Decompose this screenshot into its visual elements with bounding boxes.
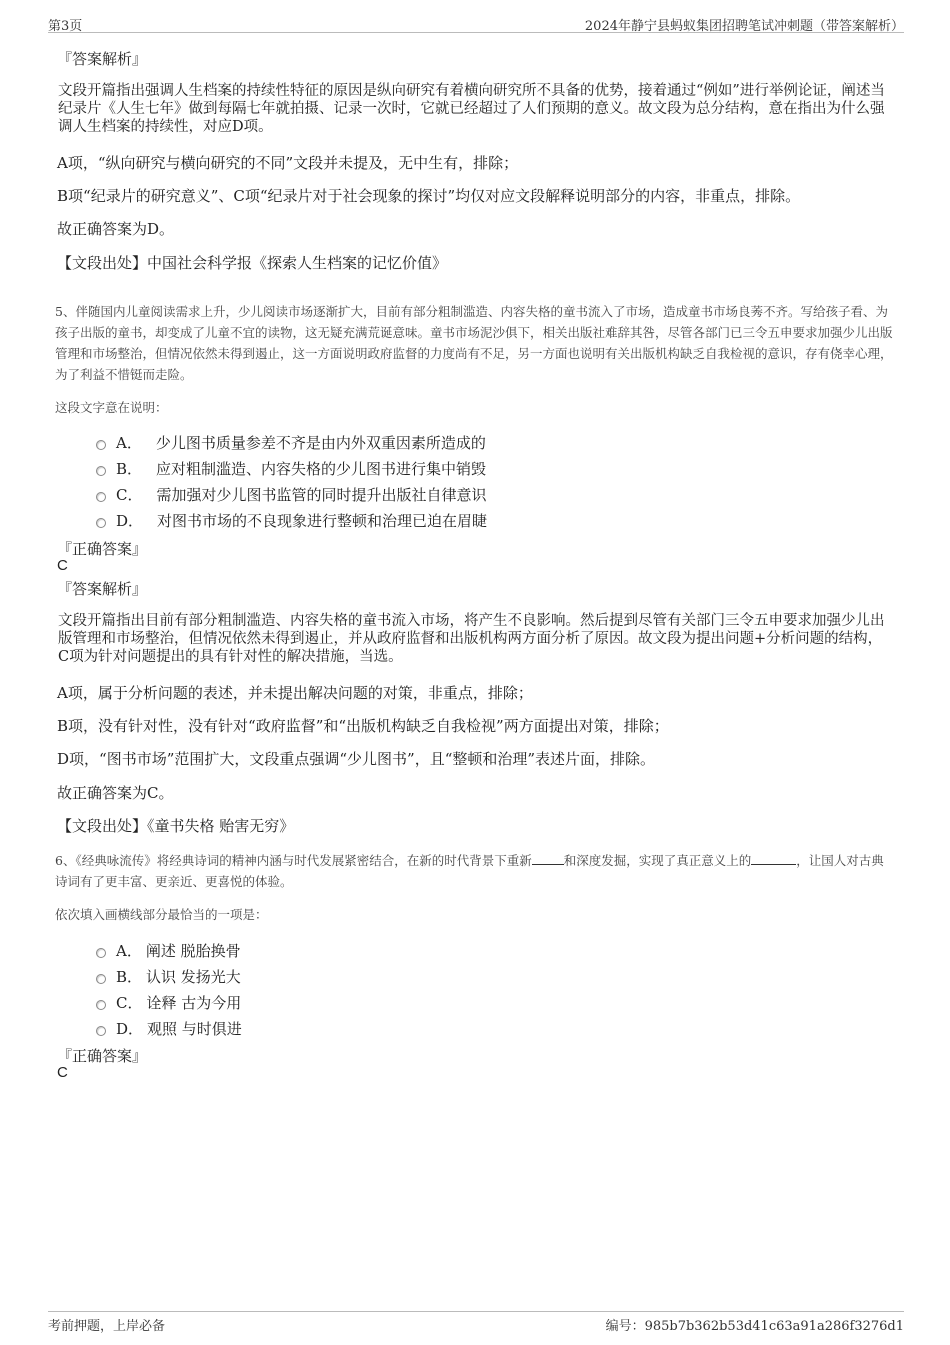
page-footer [48, 1311, 904, 1335]
question-6-stem: 6、《经典咏流传》将经典诗词的精神内涵与时代发展紧密结合，在新的时代背景下重新 和深度发掘，实现了真正意义上的 ，让国人对古典诗词有了更丰富、更亲近、更喜悦的体验。 [55, 853, 884, 889]
analysis-line-bc: B项“纪录片的研究意义”、C项“纪录片对于社会现象的探讨”均仅对应文段解释说明部分的内容，非重点，排除。 [57, 187, 801, 205]
question-5-prompt: 这段文字意在说明： [55, 400, 168, 415]
analysis-line-a: A项，“纵向研究与横向研究的不同”文段并未提及，无中生有，排除； [57, 154, 519, 172]
radio-icon[interactable] [96, 948, 106, 958]
question-6-option-a[interactable]: A． 阐述 脱胎换骨 [96, 940, 241, 961]
fill-blank-2[interactable] [751, 851, 796, 865]
page-header [48, 15, 904, 33]
radio-icon[interactable] [96, 518, 106, 528]
analysis-conclusion: 故正确答案为D。 [57, 220, 175, 238]
source-note: 【文段出处】《童书失格 贻害无穷》 [57, 817, 295, 835]
question-5-option-b[interactable]: B． 应对粗制滥造、内容失格的少儿图书进行集中销毁 [96, 458, 486, 479]
radio-icon[interactable] [96, 1000, 106, 1010]
analysis-conclusion: 故正确答案为C。 [57, 784, 174, 802]
question-5-option-c[interactable]: C． 需加强对少儿图书监管的同时提升出版社自律意识 [96, 484, 487, 505]
question-5-stem: 5、伴随国内儿童阅读需求上升，少儿阅读市场逐渐扩大，目前有部分粗制滥造、内容失格的童书流入了市场，造成童书市场良莠不齐。写给孩子看、为孩子出版的童书，却变成了儿童不宜的读物，这无疑充满荒诞意味。童书市场泥沙俱下，相关出版社难辞其咎，尽管各部门已三令五申要求加强少儿出版管理和市场整治，但情况依然未得到遏止，这一方面说明政府监督的力度尚有不足，另一方面也说明有关出版机构缺乏自我检视的意识，存有侥幸心理，为了利益不惜铤而走险。 [55, 304, 893, 382]
analysis-text: 文段开篇指出目前有部分粗制滥造、内容失格的童书流入市场，将产生不良影响。然后提到尽管有关部门三令五申要求加强少儿出版管理和市场整治，但情况依然未得到遏止，并从政府监督和出版机构两方面分析了原因。故文段为提出问题+分析问题的结构，C项为针对问题提出的具有针对性的解决措施，当选。 [58, 613, 885, 665]
analysis-line-a: A项，属于分析问题的表述，并未提出解决问题的对策，非重点，排除； [57, 684, 533, 702]
fill-blank-1[interactable] [532, 851, 564, 865]
question-5-option-d[interactable]: D． 对图书市场的不良现象进行整顿和治理已迫在眉睫 [96, 510, 487, 531]
analysis-label: 『答案解析』 [57, 580, 148, 598]
analysis-line-b: B项，没有针对性，没有针对“政府监督”和“出版机构缺乏自我检视”两方面提出对策，排除； [57, 717, 669, 735]
correct-answer: C [57, 1064, 68, 1081]
radio-icon[interactable] [96, 974, 106, 984]
analysis-text: 文段开篇指出强调人生档案的持续性特征的原因是纵向研究有着横向研究所不具备的优势，接着通过“例如”进行举例论证，阐述当纪录片《人生七年》做到每隔七年就拍摄、记录一次时，它就已经超过了人们预期的意义。故文段为总分结构，意在指出为什么强调人生档案的持续性，对应D项。 [58, 83, 885, 135]
correct-answer-label: 『正确答案』 [57, 1047, 148, 1065]
question-6-option-b[interactable]: B． 认识 发扬光大 [96, 966, 241, 987]
document-code: 编号：985b7b362b53d41c63a91a286f3276d1 [605, 1319, 904, 1334]
question-6-option-c[interactable]: C． 诠释 古为今用 [96, 992, 241, 1013]
analysis-label: 『答案解析』 [57, 50, 148, 68]
correct-answer-label: 『正确答案』 [57, 540, 148, 558]
radio-icon[interactable] [96, 440, 106, 450]
source-note: 【文段出处】中国社会科学报《探索人生档案的记忆价值》 [57, 254, 448, 272]
question-6-option-d[interactable]: D． 观照 与时俱进 [96, 1018, 242, 1039]
document-title: 2024年静宁县蚂蚁集团招聘笔试冲刺题（带答案解析） [584, 19, 904, 34]
page-number: 第3页 [48, 19, 83, 34]
footer-slogan: 考前押题，上岸必备 [48, 1319, 166, 1334]
radio-icon[interactable] [96, 466, 106, 476]
question-6-prompt: 依次填入画横线部分最恰当的一项是： [55, 907, 268, 922]
correct-answer: C [57, 557, 68, 574]
radio-icon[interactable] [96, 1026, 106, 1036]
analysis-line-d: D项，“图书市场”范围扩大，文段重点强调“少儿图书”，且“整顿和治理”表述片面，排除。 [57, 750, 656, 768]
question-5-option-a[interactable]: A． 少儿图书质量参差不齐是由内外双重因素所造成的 [96, 432, 486, 453]
radio-icon[interactable] [96, 492, 106, 502]
